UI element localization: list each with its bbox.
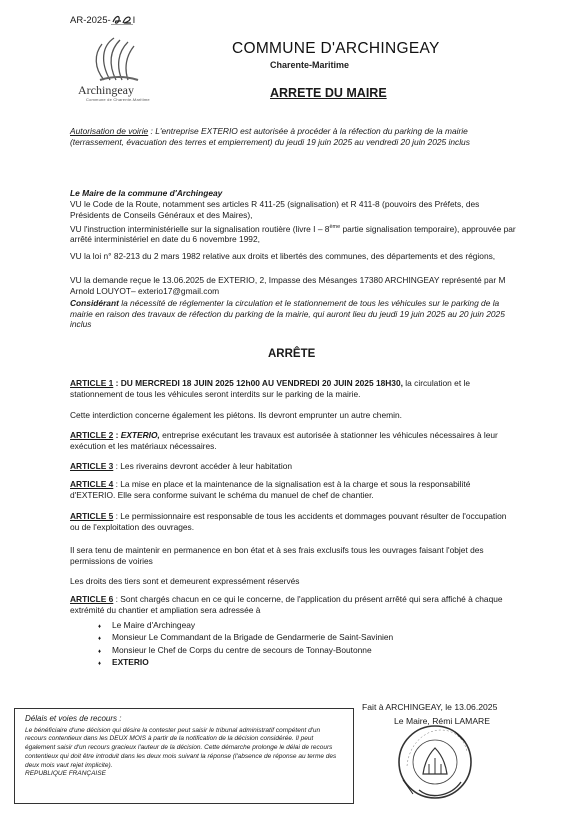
commune-title: COMMUNE D'ARCHINGEAY [232,40,440,57]
mairie-seal [395,722,475,802]
reference-prefix: AR-2025- [70,15,111,26]
list-item: ♦ Monsieur Le Commandant de la Brigade de Gendarmerie de Saint-Savinien [112,631,512,643]
article-5-note-2: Les droits des tiers sont et demeurent expressément réservés [70,576,300,586]
logo-name: Archingeay [78,83,134,97]
reference-number [70,14,135,26]
list-item: ♦ Monsieur le Chef de Corps du centre de secours de Tonnay-Boutonne [112,644,512,656]
mayor-intro: Le Maire de la commune d'Archingeay [70,188,223,198]
article-4: ARTICLE 4 : La mise en place et la maintenance de la signalisation est à la charge et sous la responsabilité d'EXTERIO. Elle sera conforme suivant le schéma du manuel de chef de chantier. [70,479,471,500]
signature-place-date: Fait à ARCHINGEAY, le 13.06.2025 [362,702,498,712]
recours-box [14,708,354,804]
arrete-heading: ARRÊTE [268,348,316,360]
vu-loi: VU la loi n° 82-213 du 2 mars 1982 relative aux droits et libertés des communes, des départements et des régions, [70,251,496,261]
recours-text: Le bénéficiaire d'une décision qui désire la contester peut saisir le tribunal administratif compétent d'un recours contentieux dans les DEUX MOIS à partir de la notification de la décision considérée. Il peut également saisir d'un recours gracieux l'auteur de la décision. Cette démarche prolonge le délai de recours contentieux qui doit être introduit dans les deux mois suivant la réponse (l'absence de réponse au terme des deux mois vaut rejet implicite). [25,726,337,769]
reference-suffix: I [132,15,136,26]
objet-paragraph [70,126,517,147]
article-2: ARTICLE 2 : EXTERIO, entreprise exécutant les travaux est autorisée à stationner les véhicules nécessaires à leur exécution et les matériaux nécessaires. [70,430,498,451]
vu-code-route: VU le Code de la Route, notamment ses articles R 411-25 (signalisation) et R 411-8 (pouvoirs des Préfets, des Présidents de Conseils Généraux et des Maires), [70,199,480,220]
article-1: ARTICLE 1 : DU MERCREDI 18 JUIN 2025 12h00 AU VENDREDI 20 JUIN 2025 18H30, la circulation et le stationnement de tous les véhicules seront interdits sur le parking de la mairie. [70,378,471,399]
article-5: ARTICLE 5 : Le permissionnaire est responsable de tous les accidents et dommages pouvant résulter de l'occupation ou de l'exploitation des ouvrages. [70,511,507,532]
recours-title: Délais et voies de recours : [25,714,122,723]
document-title: ARRETE DU MAIRE [270,86,387,100]
article-6: ARTICLE 6 : Sont chargés chacun en ce qui le concerne, de l'application du présent arrêté qui sera affiché à chaque extrémité du chantier et ampliation sera adressée à [70,594,503,615]
department-name: Charente-Maritime [270,60,350,70]
handwritten-number [111,14,133,25]
vu-instruction: VU l'instruction interministérielle sur la signalisation routière (livre I – 8ème partie signalisation temporaire), approuvée par arrêté interministériel en date du 6 novembre 1992, [70,223,516,245]
mayor-name: Le Maire, Rémi LAMARE [394,716,490,726]
recours-footer: REPUBLIQUE FRANÇAISE [25,770,106,778]
vu-demande: VU la demande reçue le 13.06.2025 de EXTERIO, 2, Impasse des Mésanges 17380 ARCHINGEAY représenté par M Arnold LOUYOT– exterio17@gmail.com [70,275,506,296]
recipients-list [112,619,512,669]
considerant-paragraph: Considérant la nécessité de réglementer la circulation et le stationnement de tous les véhicules sur le parking de la mairie en raison des travaux de réfection du parking de la mairie, qui auront lieu du jeudi 19 juin 2025 au 20 juin 2025 inclus [70,298,505,330]
list-item: ♦ EXTERIO [112,656,512,668]
objet-text: : L'entreprise EXTERIO est autorisée à procéder à la réfection du parking de la mairie (terrassement, évacuation des terres et empierrement) du jeudi 19 juin 2025 au vendredi 20 juin 2025 inclus [70,126,470,147]
objet-label: Autorisation de voirie [70,126,149,136]
article-1-note: Cette interdiction concerne également les piétons. Ils devront emprunter un autre chemin. [70,410,402,420]
article-5-note-1: Il sera tenu de maintenir en permanence en bon état et à ses frais exclusifs tous les ouvrages faisant l'objet des permissions de voiries [70,545,484,566]
article-3: ARTICLE 3 : Les riverains devront accéder à leur habitation [70,461,293,471]
logo-subtitle: Commune de Charente-Maritime [86,97,150,102]
list-item: ♦ Le Maire d'Archingeay [112,619,512,631]
